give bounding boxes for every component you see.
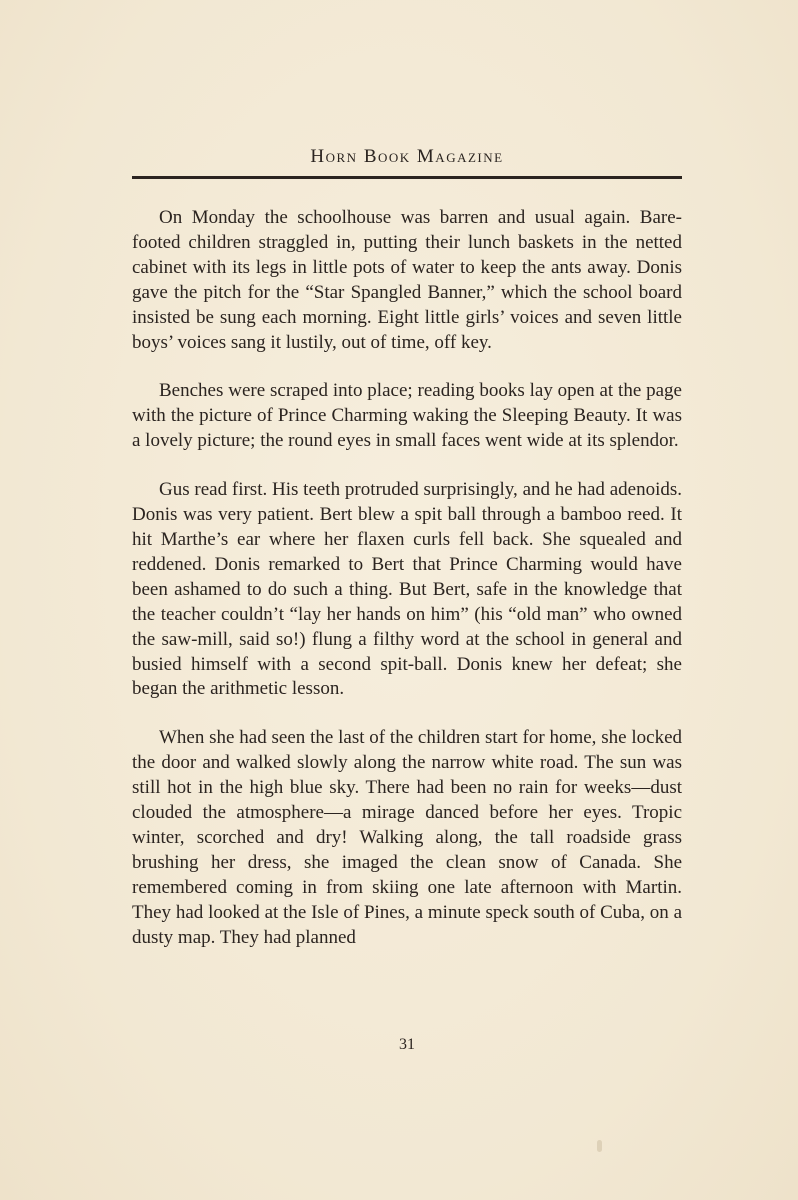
paragraph-3: Gus read first. His teeth protruded surprisingly, and he had adenoids. Donis was very patient. Bert blew a spit ball through a bamboo reed. It hit Marthe’s ear where her flaxen curls fell back. She squealed and reddened. Donis remarked to Bert that Prince Charming would have been ashamed to do such a thing. But Bert, safe in the knowledge that the teacher couldn’t “lay her hands on him” (his “old man” who owned the saw-mill, said so!) flung a filthy word at the school in general and busied himself with a second spit-ball. Donis knew her defeat; she began the arithmetic lesson.	[132, 479, 682, 700]
paragraph-1: On Monday the schoolhouse was barren and usual again. Bare-footed children straggled in, putting their lunch baskets in the netted cabinet with its legs in little pots of water to keep the ants away. Donis gave the pitch for the “Star Spangled Banner,” which the school board insisted be sung each morning. Eight little girls’ voices and seven little boys’ voices sang it lustily, out of time, off key.	[132, 207, 682, 353]
body-text	[132, 206, 682, 974]
running-head: Horn Book Magazine	[310, 146, 504, 167]
page-number: 31	[399, 1036, 415, 1053]
paper-speck	[597, 1140, 602, 1152]
paragraph-4: When she had seen the last of the children start for home, she locked the door and walked slowly along the narrow white road. The sun was still hot in the high blue sky. There had been no rain for weeks—dust clouded the atmosphere—a mirage danced before her eyes. Tropic winter, scorched and dry! Walking along, the tall roadside grass brushing her dress, she imaged the clean snow of Canada. She remembered coming in from skiing one late afternoon with Martin. They had looked at the Isle of Pines, a minute speck south of Cuba, on a dusty map. They had planned	[132, 727, 682, 948]
header-rule	[132, 176, 682, 179]
paragraph-2: Benches were scraped into place; reading books lay open at the page with the picture of Prince Charming waking the Sleeping Beauty. It was a lovely picture; the round eyes in small faces went wide at its splendor.	[132, 380, 682, 452]
